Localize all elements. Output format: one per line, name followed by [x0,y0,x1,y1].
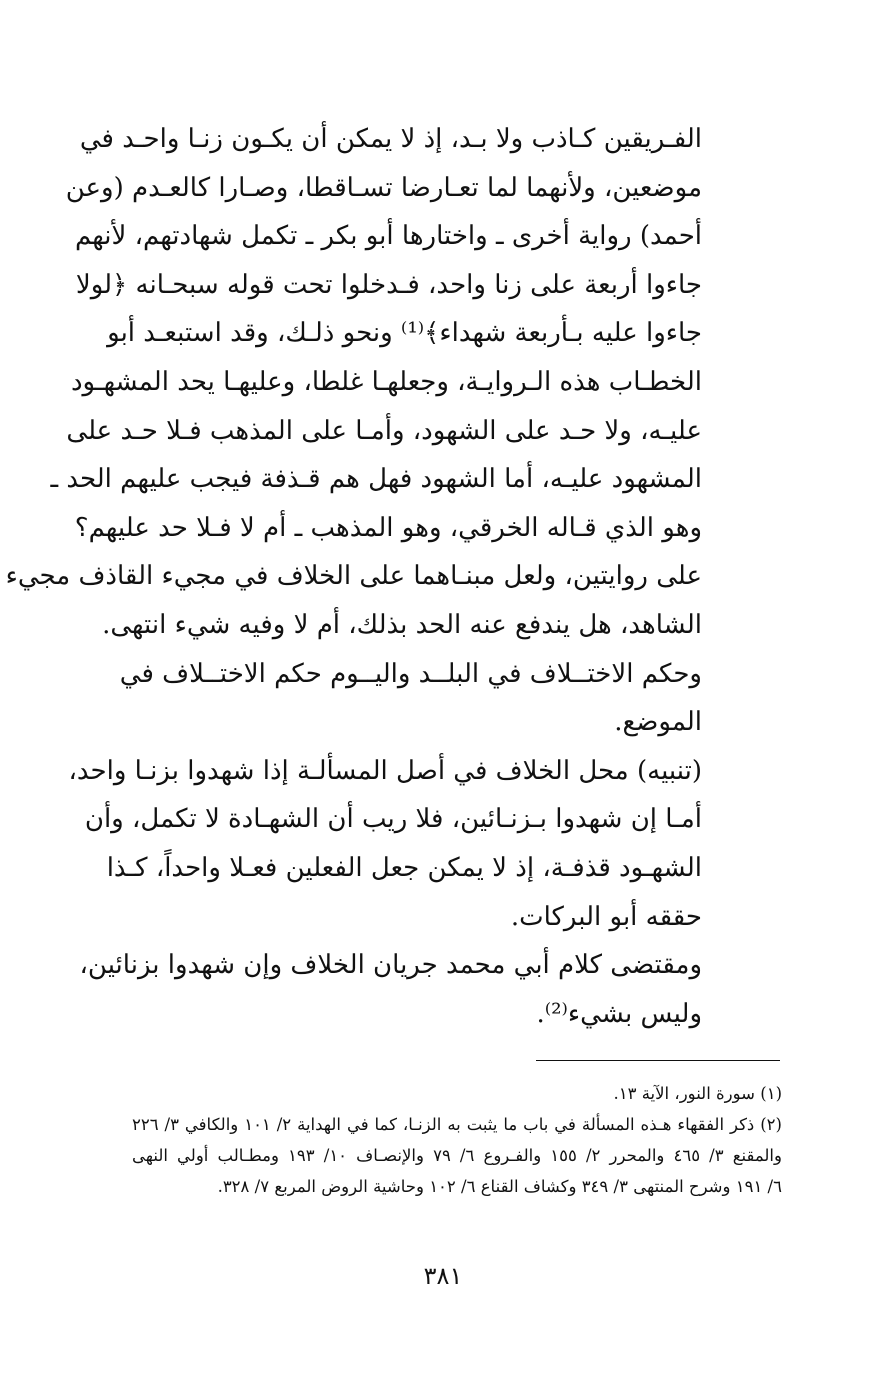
text-line: ومقتضى كلام أبي محمد جريان الخلاف وإن شهدوا بزنائين، [79,950,702,981]
footnote-line: (٢) ذكر الفقهاء هـذه المسألة في باب ما يثبت به الزنـا، كما في الهداية ٢/ ١٠١ والكافي ٣/ ٢٢٦ [132,1115,782,1134]
text-line: الشاهد، هل يندفع عنه الحد بذلك، أم لا وفيه شيء انتهى. [102,609,702,640]
footnote-line: والمقنع ٣/ ٤٦٥ والمحرر ٢/ ١٥٥ والفـروع ٦/ ٧٩ والإنصـاف ١٠/ ١٩٣ ومطـالب أولي النهى [132,1146,782,1165]
text-line: الفـريقين كـاذب ولا بـد، إذ لا يمكن أن يكـون زنـا واحـد في [79,124,702,154]
text-line: الشهـود قذفـة، إذ لا يمكن جعل الفعلين فعـلا واحداً، كـذا [106,852,702,883]
text-line: وحكم الاختــلاف في البلــد واليــوم حكم الاختــلاف في [119,658,702,689]
text-line: وليس بشيء⁽²⁾. [536,998,702,1029]
text-line: حققه أبو البركات. [510,901,702,932]
page-number: ٣٨١ [423,1262,463,1290]
text-line: المشهود عليـه، أما الشهود فهل هم قـذفة فيجب عليهم الحد ـ [50,464,702,495]
text-line: (تنبيه) محل الخلاف في أصل المسألـة إذا شهدوا بزنـا واحد، [68,755,702,786]
text-line: أحمد) رواية أخرى ـ واختارها أبو بكر ـ تكمل شهادتهم، لأنهم [75,221,702,252]
text-line: الخطـاب هذه الـروايـة، وجعلهـا غلطا، وعليهـا يحد المشهـود [70,366,702,397]
text-line: أمـا إن شهدوا بـزنـائين، فلا ريب أن الشهـادة لا تكمل، وأن [84,804,702,835]
text-line: جاءوا أربعة على زنا واحد، فـدخلوا تحت قوله سبحـانه ﴿لولا [75,269,702,300]
main-text [5,115,702,1038]
footnote-line: (١) سورة النور، الآية ١٣. [613,1084,782,1103]
text-line: وهو الذي قـاله الخرقي، وهو المذهب ـ أم لا فـلا حد عليهم؟ [74,512,702,543]
text-line: موضعين، ولأنهما لما تعـارضا تسـاقطا، وصـارا كالعـدم (وعن [65,172,702,203]
text-line: على روايتين، ولعل مبنـاهما على الخلاف في مجيء القاذف مجيء [5,561,702,592]
footnotes [132,1078,782,1202]
footnote-line: ٦/ ١٩١ وشرح المنتهى ٣/ ٣٤٩ وكشاف القناع ٦/ ١٠٢ وحاشية الروض المربع ٧/ ٣٢٨. [217,1177,782,1196]
text-line: جاءوا عليه بـأربعة شهداء﴾⁽¹⁾ ونحو ذلـك، وقد استبعـد أبو [107,318,702,349]
text-line: عليـه، ولا حـد على الشهود، وأمـا على المذهب فـلا حـد على [66,415,702,446]
footnote-divider [536,1060,780,1061]
text-line: الموضع. [614,707,702,738]
